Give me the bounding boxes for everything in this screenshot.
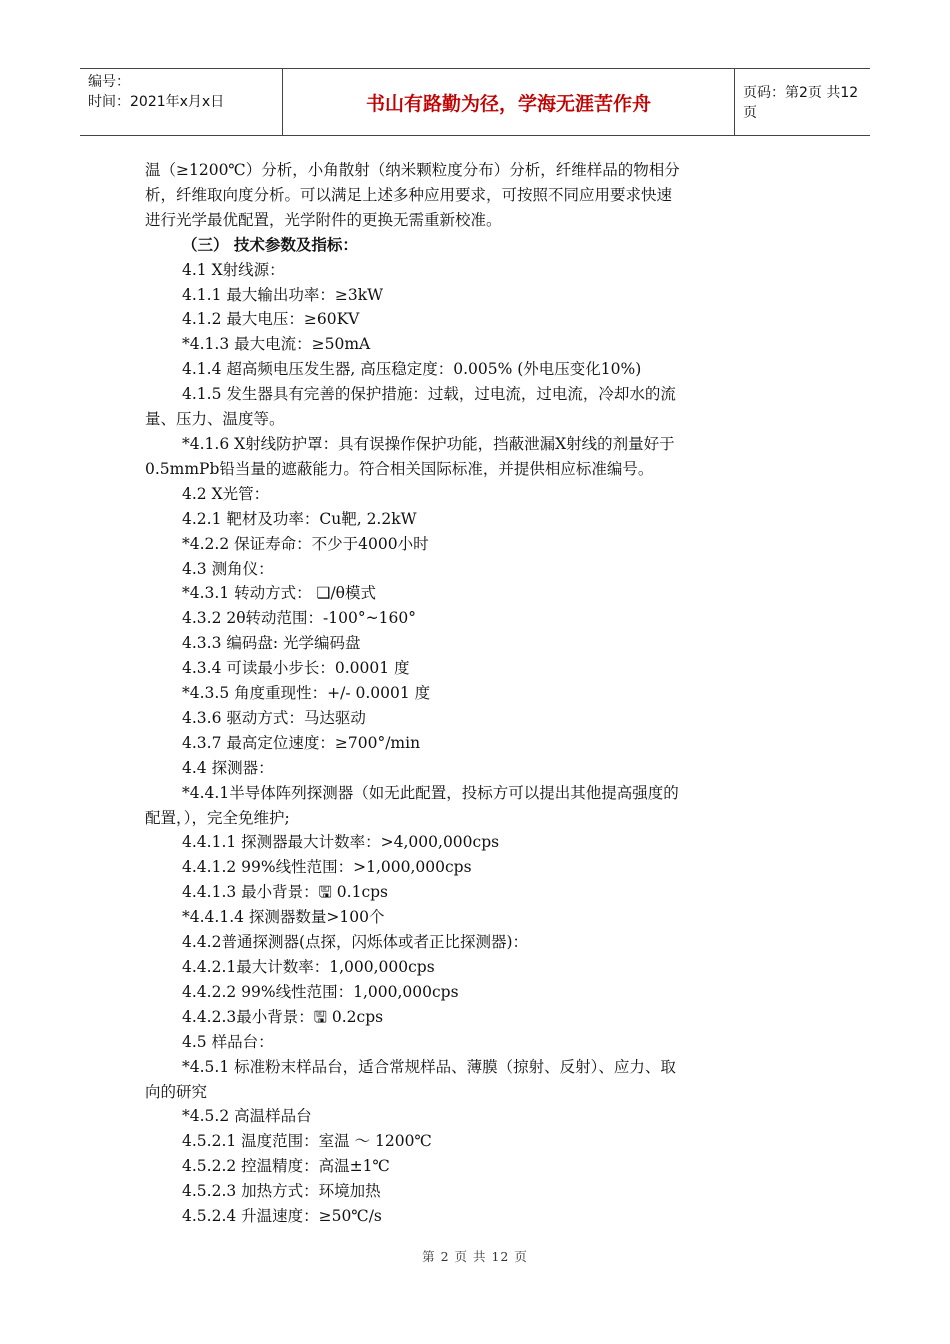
body-line: 4.4.1.2 99%线性范围：>1,000,000cps <box>182 858 472 877</box>
body-line: 4.3.3 编码盘: 光学编码盘 <box>182 634 361 653</box>
body-line: 4.3.7 最高定位速度：≥700°/min <box>182 733 421 752</box>
section-heading: （三） 技术参数及指标： <box>182 234 358 254</box>
body-line: *4.4.1半导体阵列探测器（如无此配置，投标方可以提出其他提高强度的 <box>182 783 679 802</box>
body-line: 4.4.2.1最大计数率：1,000,000cps <box>182 958 435 976</box>
body-line: 4.4.1.1 探测器最大计数率：>4,000,000cps <box>182 833 500 852</box>
header-date-label: 时间：2021年x月x日 <box>88 94 225 110</box>
body-line: 4.3 测角仪： <box>182 559 274 578</box>
page-header <box>80 68 870 136</box>
header-page-label: 页码：第2页 共12页 <box>743 85 859 121</box>
body-line: 4.1 X射线源： <box>182 260 285 279</box>
body-line: *4.1.3 最大电流：≥50mA <box>182 335 371 354</box>
body-line: 4.5.2.2 控温精度：高温±1℃ <box>182 1157 390 1176</box>
body-line: 4.4 探测器： <box>182 758 274 777</box>
page-footer: 第 2 页 共 12 页 <box>422 1249 528 1264</box>
body-line: *4.1.6 X射线防护罩：具有误操作保护功能，挡蔽泄漏X射线的剂量好于 <box>182 434 675 453</box>
body-line: 4.5 样品台： <box>182 1032 274 1051</box>
body-line: 4.3.4 可读最小步长：0.0001 度 <box>182 659 410 678</box>
body-line: 4.4.1.3 最小背景：🖫 0.1cps <box>182 883 388 902</box>
body-line: 析，纤维取向度分析。可以满足上述多种应用要求，可按照不同应用要求快速 <box>145 185 673 204</box>
body-line: 4.5.2.4 升温速度：≥50℃/s <box>182 1207 382 1226</box>
body-line: *4.5.2 高温样品台 <box>182 1107 312 1126</box>
body-line: *4.3.5 角度重现性：+/- 0.0001 度 <box>182 684 431 703</box>
body-line: 0.5mmPb铅当量的遮蔽能力。符合相关国际标准，并提供相应标准编号。 <box>145 459 654 478</box>
body-line: 4.1.2 最大电压：≥60KV <box>182 310 360 329</box>
body-line: 4.5.2.3 加热方式：环境加热 <box>182 1182 381 1201</box>
body-line: 4.1.1 最大输出功率：≥3kW <box>182 285 384 304</box>
body-line: 4.2.1 靶材及功率：Cu靶, 2.2kW <box>182 509 417 528</box>
body-line: *4.5.1 标准粉末样品台，适合常规样品、薄膜（掠射、反射）、应力、取 <box>182 1057 676 1076</box>
body-line: 4.3.2 2θ转动范围：-100°~160° <box>182 609 416 628</box>
body-line: 4.1.5 发生器具有完善的保护措施：过载，过电流，过电流，冷却水的流 <box>182 385 676 404</box>
header-number-label: 编号： <box>88 74 130 90</box>
body-line: 4.3.6 驱动方式：马达驱动 <box>182 708 366 727</box>
body-line: 4.4.2普通探测器(点探，闪烁体或者正比探测器)： <box>182 933 529 952</box>
header-meta <box>80 69 283 135</box>
body-line: *4.2.2 保证寿命：不少于4000小时 <box>182 534 429 553</box>
body-line: 4.4.2.2 99%线性范围：1,000,000cps <box>182 982 459 1001</box>
body-line: 4.4.2.3最小背景：🖫 0.2cps <box>182 1007 384 1026</box>
document-body <box>145 158 810 1229</box>
body-line: 温（≥1200℃）分析，小角散射（纳米颗粒度分布）分析，纤维样品的物相分 <box>145 161 680 179</box>
body-line: 向的研究 <box>145 1082 208 1101</box>
body-line: *4.3.1 转动方式： ❑/θ模式 <box>182 584 376 603</box>
body-line: 4.2 X光管： <box>182 484 270 503</box>
header-slogan: 书山有路勤为径，学海无涯苦作舟 <box>283 69 735 135</box>
body-line: 配置，），完全免维护; <box>145 808 290 827</box>
body-line: 4.1.4 超高频电压发生器, 高压稳定度：0.005% (外电压变化10%) <box>182 360 642 379</box>
body-line: 量、压力、温度等。 <box>145 410 285 429</box>
body-line: 4.5.2.1 温度范围：室温 ～ 1200℃ <box>182 1132 432 1151</box>
body-line: *4.4.1.4 探测器数量>100个 <box>182 908 385 927</box>
body-line: 进行光学最优配置，光学附件的更换无需重新校准。 <box>145 210 502 229</box>
